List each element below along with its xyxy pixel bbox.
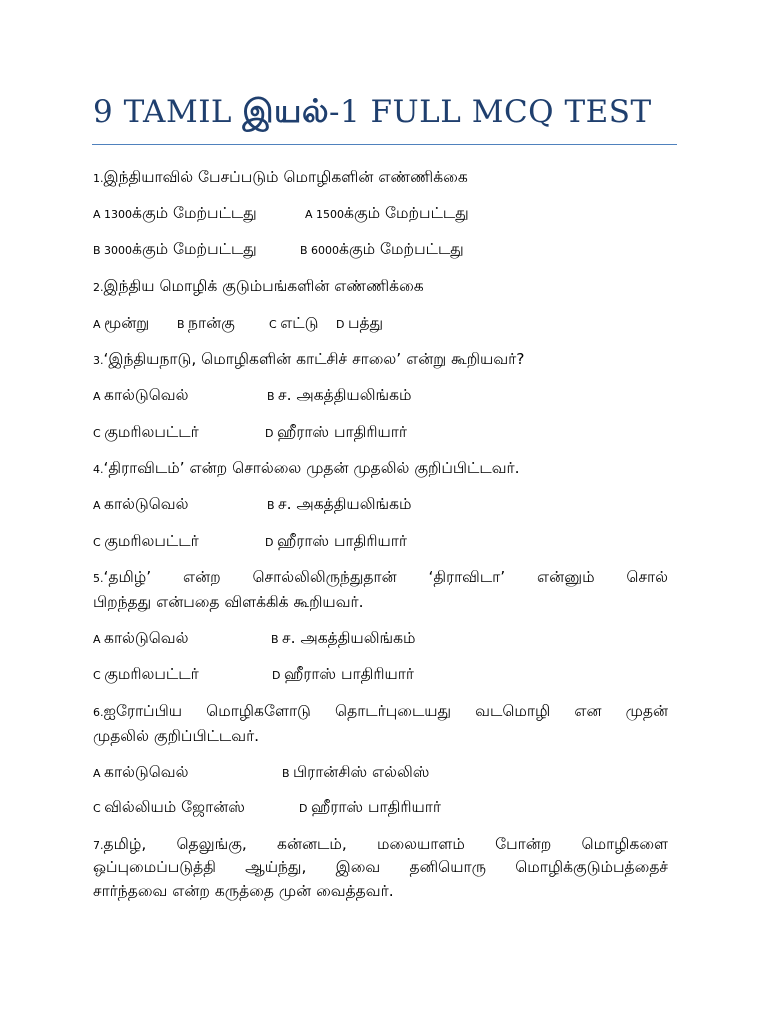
question-number: 4.	[93, 463, 104, 476]
option-b: B நான்கு	[177, 314, 235, 332]
question-number: 2.	[93, 281, 104, 294]
question-text-line-1: ஐரோப்பிய மொழிகளோடு தொடர்புடையது வடமொழி என முதன்	[103, 702, 668, 720]
question-text: ‘இந்தியநாடு, மொழிகளின் காட்சிச் சாலை’ என்று கூறியவர்?	[103, 350, 525, 368]
question-3	[93, 348, 524, 372]
question-text-line-1: ‘தமிழ்’ என்ற சொல்லிலிருந்துதான் ‘திராவிடா’ என்னும் சொல்	[103, 568, 668, 586]
option-c: C எட்டு	[269, 314, 319, 332]
option-b: B ச. அகத்தியலிங்கம்	[271, 629, 416, 647]
option-d: D பத்து	[336, 314, 384, 332]
question-2	[93, 275, 424, 299]
title-prefix: 9 TAMIL	[93, 94, 243, 130]
option-c: C குமரிலபட்டர்	[93, 665, 199, 683]
question-text: இந்திய மொழிக் குடும்பங்களின் எண்ணிக்கை	[103, 277, 424, 295]
question-number: 5.	[93, 572, 104, 585]
question-number: 7.	[93, 839, 104, 852]
option: B 6000க்கும் மேற்பட்டது	[300, 240, 464, 258]
question-5-continued	[93, 591, 364, 613]
question-5	[93, 566, 668, 590]
question-text-line-2: முதலில் குறிப்பிட்டவர்.	[93, 727, 260, 745]
option-b: B பிரான்சிஸ் எல்லிஸ்	[282, 763, 430, 781]
title-divider	[92, 144, 677, 145]
question-text: ‘திராவிடம்’ என்ற சொல்லை முதன் முதலில் குறிப்பிட்டவர்.	[103, 459, 520, 477]
page-title	[93, 92, 652, 134]
option-a: A கால்டுவெல்	[93, 629, 189, 647]
question-text-line-1: தமிழ், தெலுங்கு, கன்னடம், மலையாளம் போன்ற மொழிகளை	[103, 835, 668, 853]
option-c: C குமரிலபட்டர்	[93, 423, 199, 441]
option: B 3000க்கும் மேற்பட்டது	[93, 240, 257, 258]
option-b: B ச. அகத்தியலிங்கம்	[267, 386, 412, 404]
option-c: C வில்லியம் ஜோன்ஸ்	[93, 798, 245, 816]
option-a: A கால்டுவெல்	[93, 763, 189, 781]
option: A 1500க்கும் மேற்பட்டது	[305, 204, 469, 222]
question-number: 1.	[93, 172, 104, 185]
question-text-line-3: சார்ந்தவை என்ற கருத்தை முன் வைத்தவர்.	[93, 882, 394, 900]
question-7-continued-1	[93, 856, 668, 878]
question-number: 3.	[93, 354, 104, 367]
option-c: C குமரிலபட்டர்	[93, 532, 199, 550]
option-a: A மூன்று	[93, 314, 150, 332]
question-text-line-2: ஒப்புமைப்படுத்தி ஆய்ந்து, இவை தனியொரு மொழிக்குடும்பத்தைச்	[93, 858, 668, 876]
option-d: D ஹீராஸ் பாதிரியார்	[299, 798, 441, 816]
question-1	[93, 166, 468, 190]
question-text: இந்தியாவில் பேசப்படும் மொழிகளின் எண்ணிக்கை	[103, 168, 468, 186]
title-suffix: -1 FULL MCQ TEST	[329, 94, 652, 130]
option: A 1300க்கும் மேற்பட்டது	[93, 204, 257, 222]
question-number: 6.	[93, 706, 104, 719]
question-7	[93, 833, 668, 857]
option-a: A கால்டுவெல்	[93, 495, 189, 513]
option-b: B ச. அகத்தியலிங்கம்	[267, 495, 412, 513]
question-6	[93, 700, 668, 724]
question-4	[93, 457, 520, 481]
option-d: D ஹீராஸ் பாதிரியார்	[265, 532, 407, 550]
question-6-continued	[93, 725, 259, 747]
option-a: A கால்டுவெல்	[93, 386, 189, 404]
title-tamil: இயல்	[242, 92, 329, 130]
option-d: D ஹீராஸ் பாதிரியார்	[272, 665, 414, 683]
question-7-continued-2	[93, 880, 394, 902]
question-text-line-2: பிறந்தது என்பதை விளக்கிக் கூறியவர்.	[93, 593, 364, 611]
option-d: D ஹீராஸ் பாதிரியார்	[265, 423, 407, 441]
